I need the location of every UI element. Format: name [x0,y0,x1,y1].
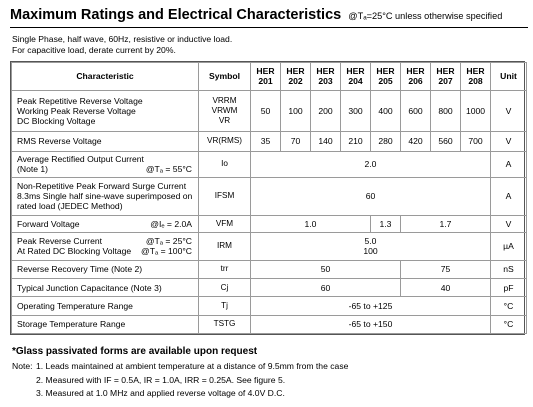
table-row [12,151,527,177]
unit-cell: °C [491,297,527,315]
header-row [12,63,527,91]
note-label: Note: [12,361,33,371]
header-symbol: Symbol [199,63,251,91]
table-row [12,233,527,261]
header-part: HER 207 [431,63,461,91]
row-symbol: TSTG [199,315,251,333]
unit-cell: µA [491,233,527,261]
row-description [12,178,199,216]
subtitle-line-1: Single Phase, half wave, 60Hz, resistive or inductive load. [12,34,233,44]
value-cell: 50 [251,90,281,132]
header-unit: Unit [491,63,527,91]
notes-block [12,360,348,401]
value-cell: 75 [401,260,491,278]
glass-passivated-note: *Glass passivated forms are available upon request [12,346,258,357]
test-condition: @Tₐ = 25°C [145,236,192,247]
note-text: 2. Measured with IF = 0.5A, IR = 1.0A, IRR = 0.25A. See figure 5. [36,374,286,385]
header-part: HER 202 [281,63,311,91]
value-cell: 1.0 [251,215,371,232]
row-description [12,151,199,177]
note-item [12,360,348,374]
header-part: HER 208 [461,63,491,91]
value-cell: 40 [401,278,491,296]
value-cell: 50 [251,260,401,278]
row-symbol: IFSM [199,178,251,216]
table-row [12,90,527,132]
row-description: Storage Temperature Range [12,315,199,333]
desc-text: Forward Voltage [17,218,80,229]
desc-text: Peak Reverse Current [17,236,103,247]
unit-cell: °C [491,315,527,333]
row-description: Reverse Recovery Time (Note 2) [12,260,199,278]
value-cell: 1.7 [401,215,491,232]
title-rule [10,27,528,28]
subtitle-line-2: For capacitive load, derate current by 20%. [12,45,176,55]
unit-cell: V [491,132,527,151]
desc-line [17,236,196,246]
value-cell: 140 [311,132,341,151]
symbol-line: VRWM [211,105,238,115]
row-description [12,215,199,232]
table-row [12,315,527,333]
value-cell: 1.3 [371,215,401,232]
table-row [12,178,527,216]
header-part: HER 204 [341,63,371,91]
value-cell: 1000 [461,90,491,132]
row-symbol: Cj [199,278,251,296]
page-title [10,7,502,23]
value-cell: 210 [341,132,371,151]
row-symbol: VR(RMS) [199,132,251,151]
desc-line: Working Peak Reverse Voltage [17,105,136,116]
unit-cell: A [491,178,527,216]
value-cell: 700 [461,132,491,151]
header-part: HER 205 [371,63,401,91]
table-row [12,297,527,315]
desc-line: rated load (JEDEC Method) [17,201,123,212]
test-condition: @Iₑ = 2.0A [150,218,192,229]
symbol-line: VRRM [212,95,237,105]
desc-line: Average Rectified Output Current [17,154,144,165]
row-symbol: IRM [199,233,251,261]
value-cell: 100 [281,90,311,132]
title-text: Maximum Ratings and Electrical Characteristics [10,7,342,23]
value-line: 100 [363,246,378,257]
test-condition: @Tₐ = 100°C [141,246,192,257]
header-part: HER 206 [401,63,431,91]
row-symbol [199,90,251,132]
header-characteristic: Characteristic [12,63,199,91]
desc-line [17,246,196,256]
desc-note: (Note 1) [17,164,49,175]
desc-line [17,164,196,174]
value-cell: 60 [251,178,491,216]
table-row [12,132,527,151]
value-line: 5.0 [364,236,377,247]
desc-line: 8.3ms Single half sine-wave superimposed on [17,191,193,202]
row-description: Typical Junction Capacitance (Note 3) [12,278,199,296]
row-description: Operating Temperature Range [12,297,199,315]
row-symbol: trr [199,260,251,278]
row-symbol: Io [199,151,251,177]
value-cell: 600 [401,90,431,132]
value-cell: 280 [371,132,401,151]
value-cell: 420 [401,132,431,151]
header-part: HER 203 [311,63,341,91]
value-cell: 300 [341,90,371,132]
value-cell: -65 to +125 [251,297,491,315]
test-condition: @Tₐ = 55°C [145,164,192,175]
value-cell: 200 [311,90,341,132]
note-item [12,374,348,388]
unit-cell: A [491,151,527,177]
symbol-line: VR [218,115,231,125]
desc-line: Non-Repetitive Peak Forward Surge Current [17,181,187,192]
value-cell: 2.0 [251,151,491,177]
desc-line: DC Blocking Voltage [17,115,96,126]
value-cell: 35 [251,132,281,151]
row-symbol: Tj [199,297,251,315]
unit-cell: V [491,215,527,232]
unit-cell: V [491,90,527,132]
row-symbol: VFM [199,215,251,232]
title-condition: @Tₐ=25°C unless otherwise specified [348,11,503,21]
value-cell: 560 [431,132,461,151]
unit-cell: pF [491,278,527,296]
desc-line: Peak Repetitive Reverse Voltage [17,95,143,106]
desc-text: At Rated DC Blocking Voltage [17,246,132,257]
row-description [12,90,199,132]
table-row [12,278,527,296]
note-text: 1. Leads maintained at ambient temperature at a distance of 9.5mm from the case [36,361,349,371]
value-cell [251,233,491,261]
table-row [12,260,527,278]
note-item [12,387,348,401]
value-cell: 70 [281,132,311,151]
value-cell: 800 [431,90,461,132]
value-cell: -65 to +150 [251,315,491,333]
value-cell: 60 [251,278,401,296]
value-cell: 400 [371,90,401,132]
ratings-table [10,61,525,335]
table-row [12,215,527,232]
unit-cell: nS [491,260,527,278]
header-part: HER 201 [251,63,281,91]
row-description: RMS Reverse Voltage [12,132,199,151]
row-description [12,233,199,261]
note-text: 3. Measured at 1.0 MHz and applied reverse voltage of 4.0V D.C. [36,388,285,398]
